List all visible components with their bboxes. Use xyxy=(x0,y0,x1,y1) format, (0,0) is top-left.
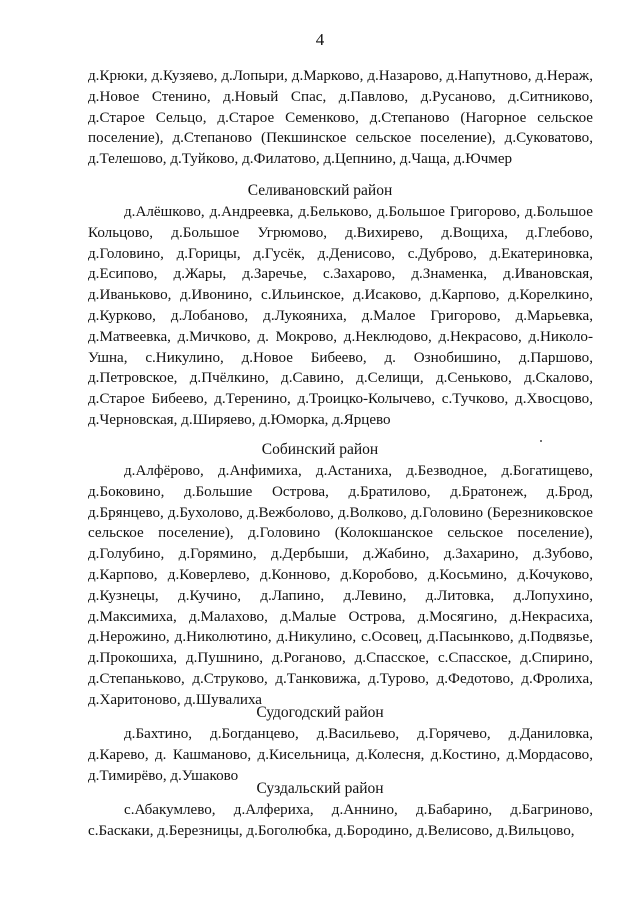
section-title-sudogodsky: Судогодский район xyxy=(256,704,384,721)
intro-paragraph: д.Крюки, д.Кузяево, д.Лопыри, д.Марково, д.Назарово, д.Напутново, д.Нераж, д.Новое Стенино, д.Новый Спас, д.Павлово, д.Русаново, д.Ситниково, д.Старое Сельцо, д.Старое Семенково, д.Степаново (Нагорное сельское поселение), д.Степаново (Пекшинское сельское поселение), д.Суковатово, д.Телешово, д.Туйково, д.Филатово, д.Цепнино, д.Чаща, д.Ючмер xyxy=(88,68,593,168)
section-title-selivanovsky: Селивановский район xyxy=(247,182,393,199)
section-text-selivanovsky: д.Алёшково, д.Андреевка, д.Бельково, д.Большое Григорово, д.Большое Кольцово, д.Большое Угрюмово, д.Вихирево, д.Вощиха, д.Глебово, д.Головино, д.Горицы, д.Гусёк, д.Денисово, с.Дуброво, д.Екатериновка, д.Есипово, д.Жары, д.Заречье, с.Захарово, д.Знаменка, д.Ивановская, д.Иваньково, д.Ивонино, с.Ильинское, д.Исаково, д.Карпово, д.Корелкино, д.Курково, д.Лобаново, д.Лукояниха, д.Малое Григорово, д.Марьевка, д.Матвеевка, д.Мичково, д. Мокрово, д.Неклюдово, д.Некрасово, д.Николо-Ушна, с.Никулино, д.Новое Бибеево, д. Ознобишино, д.Паршово, д.Петровское, д.Пчёлкино, д.Савино, д.Селищи, д.Сеньково, д.Скалово, д.Старое Бибеево, д.Теренино, д.Троицко-Колычево, с.Тучково, д.Хвосцово, д.Черновская, д.Ширяево, д.Юморка, д.Ярцево xyxy=(88,204,593,428)
page-number: 4 xyxy=(315,30,325,49)
section-title-suzdalsky: Суздальский район xyxy=(256,780,384,797)
section-text-suzdalsky: с.Абакумлево, д.Алфериха, д.Аннино, д.Бабарино, д.Багриново, с.Баскаки, д.Березницы, д.Боголюбка, д.Бородино, д.Велисово, д.Вильцово, xyxy=(88,802,593,839)
section-title-sobinsky: Собинский район xyxy=(261,441,379,458)
scan-speck xyxy=(540,440,542,442)
section-text-sudogodsky: д.Бахтино, д.Богданцево, д.Васильево, д.Горячево, д.Даниловка, д.Карево, д. Кашманово, д.Кисельница, д.Колесня, д.Костино, д.Мордасово, д.Тимирёво, д.Ушаково xyxy=(88,726,593,784)
section-text-sobinsky: д.Алфёрово, д.Анфимиха, д.Астаниха, д.Безводное, д.Богатищево, д.Боковино, д.Большие Острова, д.Братилово, д.Братонеж, д.Брод, д.Брянцево, д.Бухолово, д.Вежболово, д.Волково, д.Головино (Березниковское сельское поселение), д.Головино (Колокшанское сельское поселение), д.Голубино, д.Горямино, д.Дербыши, д.Жабино, д.Захарино, д.Зубово, д.Карпово, д.Коверлево, д.Конново, д.Коробово, д.Косьмино, д.Кочуково, д.Кузнецы, д.Кучино, д.Лапино, д.Левино, д.Литовка, д.Лопухино, д.Максимиха, д.Малахово, д.Малые Острова, д.Мосягино, д.Некрасиха, д.Нерожино, д.Николютино, д.Никулино, с.Осовец, д.Пасынково, д.Подвязье, д.Прокошиха, д.Пушнино, д.Роганово, д.Спасское, с.Спасское, д.Спирино, д.Степаньково, д.Струково, д.Танковижа, д.Турово, д.Федотово, д.Фролиха, д.Харитоново, д.Шувалиха xyxy=(88,463,593,708)
